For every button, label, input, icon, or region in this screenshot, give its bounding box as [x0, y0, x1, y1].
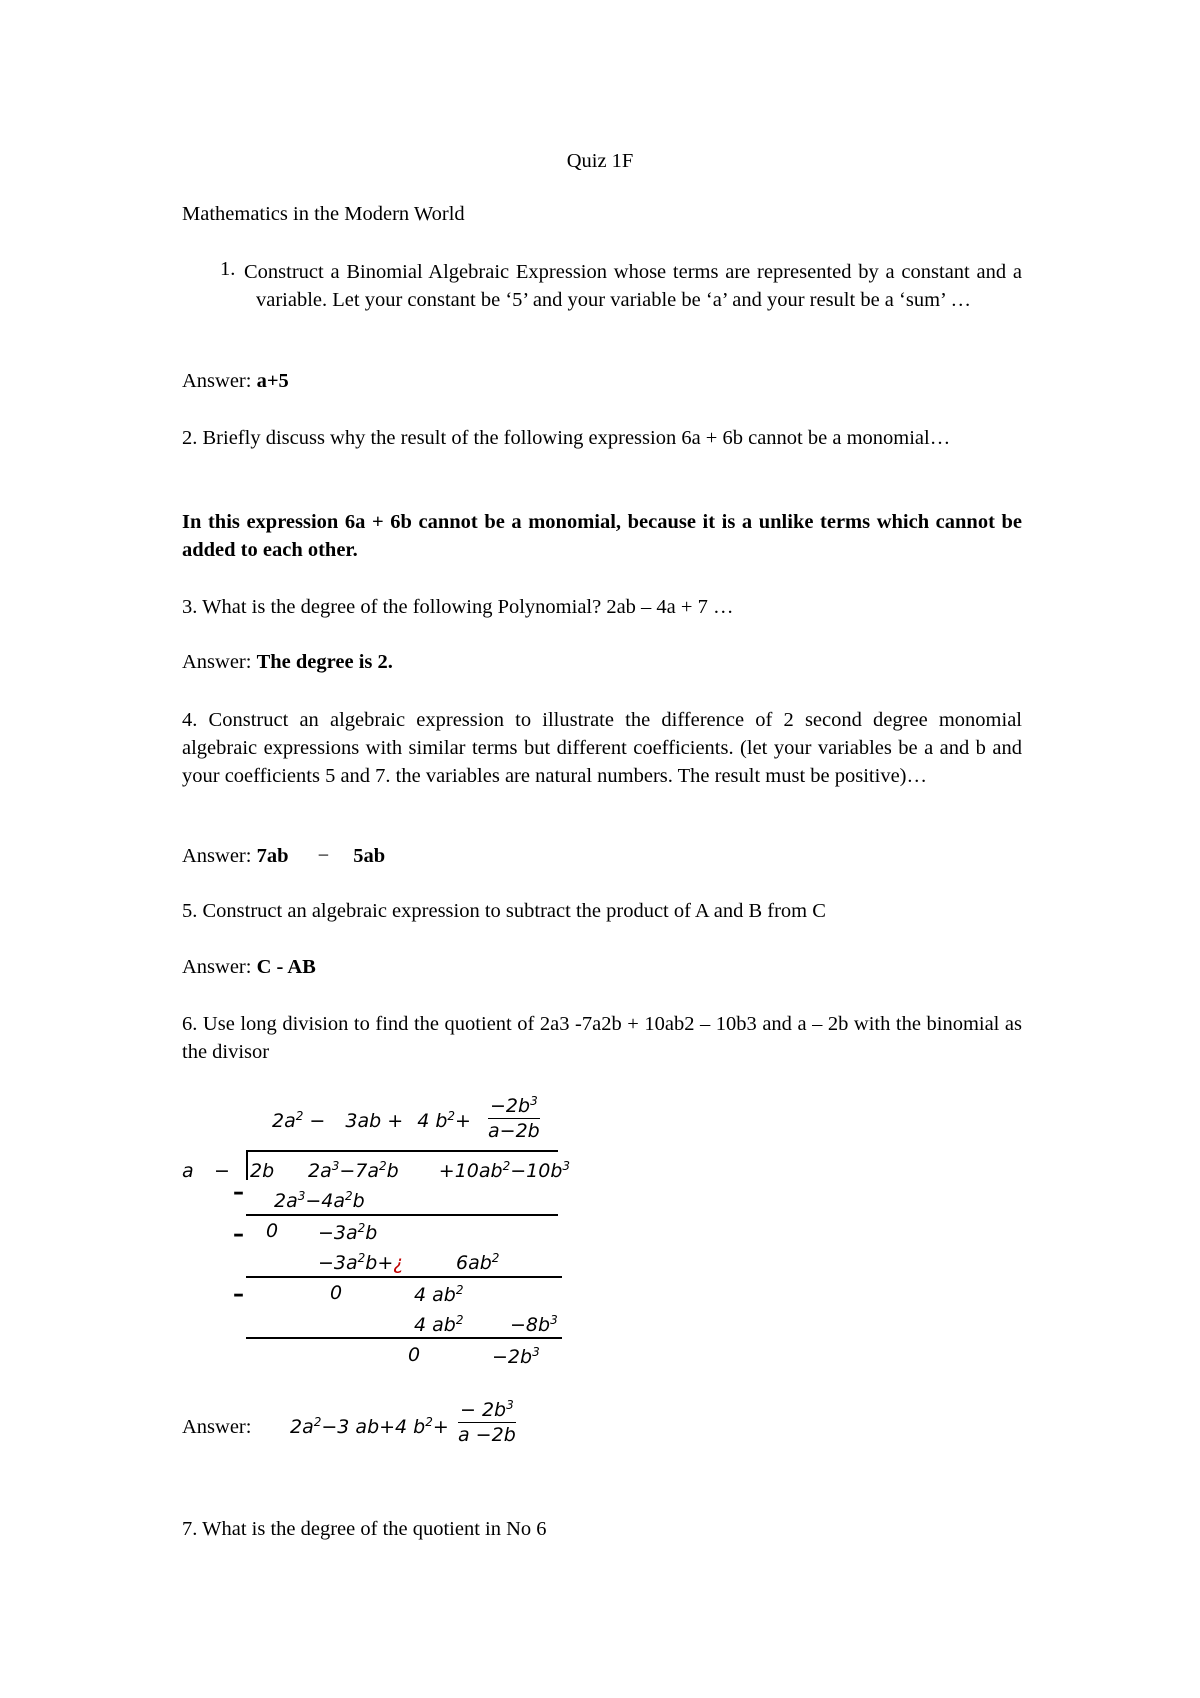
step-term: b — [365, 1222, 378, 1244]
answer-value: The degree is 2. — [256, 651, 393, 673]
quotient-term: − — [309, 1110, 326, 1132]
division-bar — [246, 1150, 558, 1152]
fraction-numerator: −2b — [490, 1095, 531, 1117]
step-term: 4 ab — [414, 1314, 456, 1336]
answer-label: Answer: — [182, 845, 257, 867]
fraction-denominator: a−2b — [488, 1120, 540, 1142]
quotient-term: 4 b — [417, 1110, 448, 1132]
q2-answer: In this expression 6a + 6b cannot be a monomial, because it is a unlike terms which cannot be added to each other. — [182, 511, 1022, 561]
q6-answer-expression — [290, 1416, 449, 1438]
step-1 — [274, 1190, 365, 1212]
q6-text: 6. Use long division to find the quotient of 2a3 -7a2b + 10ab2 – 10b3 and a – 2b with the binomial as the divisor — [182, 1013, 1022, 1063]
q4-text: 4. Construct an algebraic expression to illustrate the difference of 2 second degree monomial algebraic expressions with similar terms but different coefficients. (let your variables be a and b and your coefficients 5 and 7. the variables are natural numbers. The result must be positive)… — [182, 709, 1022, 787]
course-name: Mathematics in the Modern World — [182, 203, 465, 225]
exponent: 3 — [562, 1159, 571, 1173]
divisor-minus: − — [214, 1160, 230, 1182]
step-4-zero: 0 — [330, 1282, 343, 1304]
step-2-zero: 0 — [266, 1220, 279, 1242]
step-term: b+ — [365, 1252, 394, 1274]
step-term: b — [352, 1190, 365, 1212]
fraction-numerator: − 2b — [460, 1399, 507, 1421]
q7-text: 7. What is the degree of the quotient in No 6 — [182, 1518, 547, 1540]
step-term: −4a — [305, 1190, 346, 1212]
dividend-term: +10ab — [438, 1160, 503, 1182]
step-term: −3a — [318, 1252, 358, 1274]
exponent: 2 — [502, 1159, 511, 1173]
dividend-term: 2a — [308, 1160, 332, 1182]
q6-answer-label: Answer: — [182, 1416, 252, 1438]
step-term: −2b — [492, 1346, 533, 1368]
exponent: 2 — [295, 1109, 304, 1123]
answer-term: + — [432, 1416, 449, 1438]
step-line — [246, 1276, 562, 1278]
q5-answer — [182, 956, 316, 979]
step-6-zero: 0 — [408, 1344, 421, 1366]
answer-term: 2a — [290, 1416, 314, 1438]
answer-label: Answer: — [182, 956, 257, 978]
step-3-term — [456, 1252, 499, 1274]
quotient-term: + — [455, 1110, 471, 1132]
q1-number: 1. — [220, 258, 236, 280]
step-5-term — [510, 1314, 558, 1336]
q3-text: 3. What is the degree of the following Polynomial? 2ab – 4a + 7 … — [182, 596, 734, 618]
fraction-denominator: a −2b — [458, 1424, 516, 1446]
q1-answer — [182, 370, 289, 393]
subtract-sign: – — [233, 1282, 244, 1307]
q1-text: Construct a Binomial Algebraic Expression whose terms are represented by a constant and a variable. Let your constant be ‘5’ and your variable be ‘a’ and your result be a ‘sum’ … — [244, 261, 1022, 311]
exponent: 2 — [447, 1109, 456, 1123]
divisor-b: 2b — [250, 1160, 275, 1182]
exponent: 3 — [532, 1345, 540, 1359]
exponent: 3 — [550, 1313, 558, 1327]
answer-label: Answer: — [182, 651, 257, 673]
step-6 — [492, 1346, 540, 1368]
quotient-term: 3ab + — [345, 1110, 404, 1132]
quotient-term: 2a — [272, 1110, 296, 1132]
dividend-term: b — [386, 1160, 399, 1182]
divisor-a: a — [182, 1160, 194, 1182]
answer-term-2: 5ab — [353, 845, 386, 867]
answer-operator: − — [317, 845, 330, 867]
quotient-remainder-fraction — [488, 1094, 540, 1143]
step-term: −8b — [510, 1314, 551, 1336]
step-line — [246, 1214, 558, 1216]
exponent: 2 — [455, 1313, 464, 1327]
step-4 — [414, 1284, 463, 1306]
exponent: 3 — [297, 1189, 306, 1203]
q3-answer — [182, 651, 393, 674]
q2-text: 2. Briefly discuss why the result of the following expression 6a + 6b cannot be a monomial… — [182, 427, 951, 449]
step-5 — [414, 1314, 463, 1336]
q4-answer — [182, 845, 385, 868]
dividend-term: −10b — [510, 1160, 563, 1182]
step-term: −3a — [318, 1222, 358, 1244]
answer-term-1: 7ab — [256, 845, 289, 867]
exponent: 2 — [357, 1251, 366, 1265]
step-term: 6ab — [456, 1252, 492, 1274]
exponent: 2 — [455, 1283, 464, 1297]
exponent: 2 — [313, 1415, 322, 1429]
exponent: 2 — [425, 1415, 433, 1429]
dividend — [308, 1160, 570, 1182]
answer-term: −3 ab+4 b — [321, 1416, 426, 1438]
step-2 — [318, 1222, 377, 1244]
step-term: 2a — [274, 1190, 298, 1212]
exponent: 2 — [491, 1251, 500, 1265]
page-title: Quiz 1F — [566, 150, 634, 172]
quotient — [272, 1110, 471, 1132]
q6-answer-fraction — [458, 1398, 516, 1447]
step-3 — [318, 1252, 403, 1274]
exponent: 3 — [506, 1398, 514, 1412]
step-term-error: ¿ — [393, 1252, 404, 1274]
subtract-sign: – — [233, 1180, 244, 1205]
answer-value: a+5 — [256, 370, 289, 392]
exponent: 2 — [379, 1159, 387, 1173]
exponent: 3 — [530, 1094, 538, 1108]
step-term: 4 ab — [414, 1284, 456, 1306]
exponent: 2 — [345, 1189, 353, 1203]
answer-label: Answer: — [182, 370, 257, 392]
division-bracket — [246, 1150, 248, 1180]
answer-value: C - AB — [256, 956, 316, 978]
dividend-term: −7a — [339, 1160, 380, 1182]
q5-text: 5. Construct an algebraic expression to subtract the product of A and B from C — [182, 900, 826, 922]
exponent: 2 — [357, 1221, 366, 1235]
subtract-sign: – — [233, 1222, 244, 1247]
step-line — [246, 1337, 562, 1339]
exponent: 3 — [331, 1159, 340, 1173]
